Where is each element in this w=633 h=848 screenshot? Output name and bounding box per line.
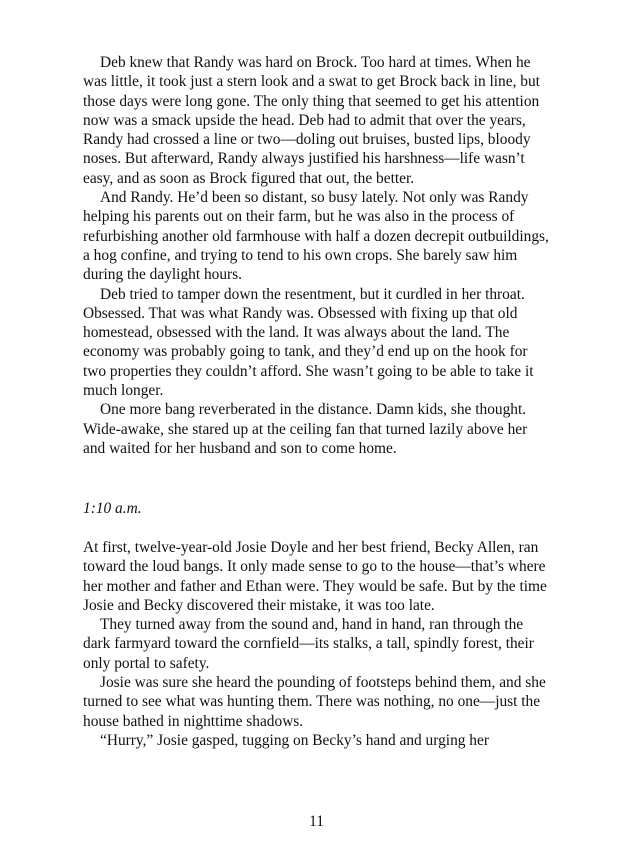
section-one-text [83,53,553,458]
scene-time-heading: 1:10 a.m. [83,500,142,517]
paragraph: At first, twelve-year-old Josie Doyle and her best friend, Becky Allen, ran toward the loud bangs. It only made sense to go to the house—that’s where her mother and father and Ethan were. They would be safe. But by the time Josie and Becky discovered their mistake, it was too late. [83,539,547,614]
paragraph: And Randy. He’d been so distant, so busy lately. Not only was Randy helping his parents out on their farm, but he was also in the process of refurbishing another old farmhouse with half a dozen decrepit outbuildings, a hog confine, and trying to tend to his own crops. She barely saw him during the daylight hours. [83,189,549,284]
paragraph: One more bang reverberated in the distance. Damn kids, she thought. Wide-awake, she stared up at the ceiling fan that turned lazily above her and waited for her husband and son to come home. [83,401,528,457]
section-two-text [83,538,553,750]
paragraph: Josie was sure she heard the pounding of footsteps behind them, and she turned to see what was hunting them. There was nothing, no one—just the house bathed in nighttime shadows. [83,674,546,730]
paragraph: Deb knew that Randy was hard on Brock. Too hard at times. When he was little, it took just a stern look and a swat to get Brock back in line, but those days were long gone. The only thing that seemed to get his attention now was a smack upside the head. Deb had to admit that over the years, Randy had crossed a line or two—doling out bruises, busted lips, bloody noses. But afterward, Randy always justified his harshness—life wasn’t easy, and as soon as Brock figured that out, the better. [83,54,540,187]
paragraph: “Hurry,” Josie gasped, tugging on Becky’s hand and urging her [100,731,489,749]
paragraph: They turned away from the sound and, hand in hand, ran through the dark farmyard toward the cornfield—its stalks, a tall, spindly forest, their only portal to safety. [83,616,534,672]
page-number: 11 [309,813,324,830]
paragraph: Deb tried to tamper down the resentment, but it curdled in her throat. Obsessed. That was what Randy was. Obsessed with fixing up that old homestead, obsessed with the land. It was always about the land. The economy was probably going to tank, and they’d end up on the hook for two properties they couldn’t afford. She wasn’t going to be able to take it much longer. [83,285,534,400]
